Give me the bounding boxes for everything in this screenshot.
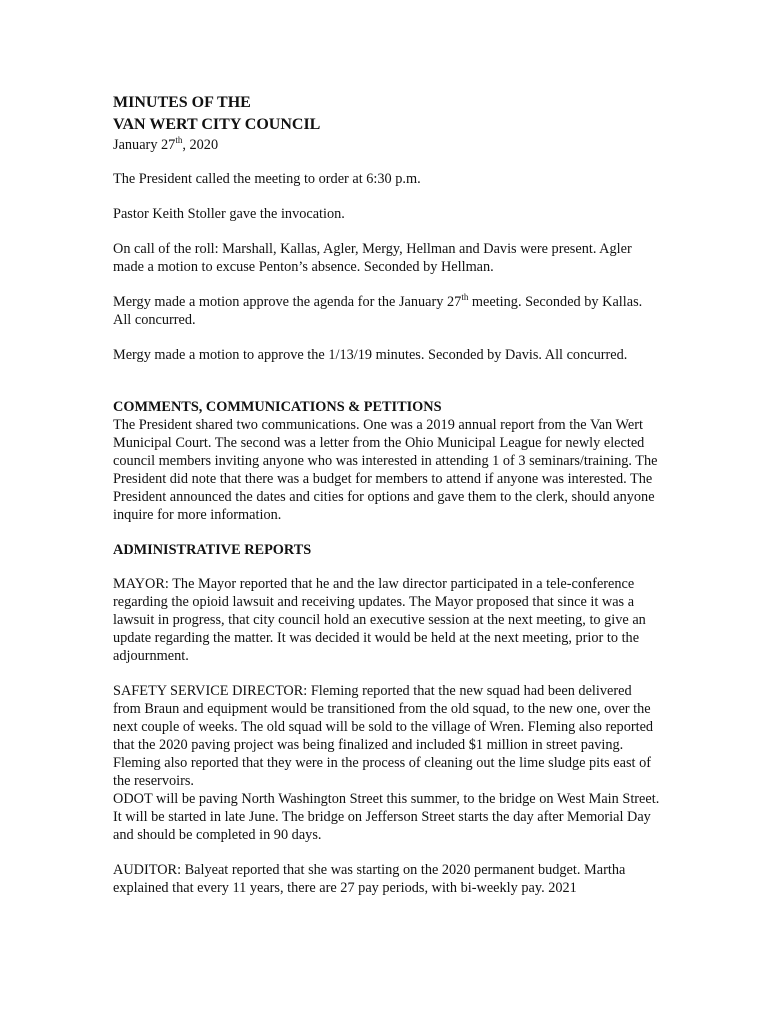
administrative-reports-heading: ADMINISTRATIVE REPORTS [113, 542, 312, 558]
agenda-text: Mergy made a motion approve the agenda for the January 27 [113, 294, 462, 310]
title-line-2: VAN WERT CITY COUNCIL [113, 116, 321, 133]
date-year: , 2020 [182, 137, 219, 153]
agenda-suffix: th [461, 292, 469, 303]
auditor-report-paragraph: AUDITOR: Balyeat reported that she was starting on the 2020 permanent budget. Martha explained that every 11 years, there are 27 pay periods, with bi-weekly pay. 2021 [113, 862, 626, 896]
meeting-date [113, 136, 661, 154]
minutes-motion-paragraph: Mergy made a motion to approve the 1/13/19 minutes. Seconded by Davis. All concurred. [113, 347, 628, 363]
agenda-text-end: meeting. Seconded by Kallas. All concurred. [113, 294, 643, 328]
agenda-motion-paragraph [113, 293, 661, 329]
call-to-order-paragraph: The President called the meeting to order at 6:30 p.m. [113, 171, 421, 187]
safety-director-report-paragraph: SAFETY SERVICE DIRECTOR: Fleming reported that the new squad had been delivered from Braun and equipment would be transitioned from the old squad, to the new one, over the next couple of weeks. The old squad will be sold to the village of Wren. Fleming also reported that the 2020 paving project was being finalized and included $1 million in street paving. Fleming also reported that they were in the process of cleaning out the lime sludge pits east of the reservoirs. [113, 683, 654, 789]
title-line-1: MINUTES OF THE [113, 94, 251, 111]
roll-call-paragraph: On call of the roll: Marshall, Kallas, Agler, Mergy, Hellman and Davis were present. Agler made a motion to excuse Penton’s absence. Seconded by Hellman. [113, 241, 632, 275]
comments-heading: COMMENTS, COMMUNICATIONS & PETITIONS [113, 399, 442, 415]
document-body [113, 92, 661, 914]
date-suffix: th [175, 135, 183, 146]
date-text: January 27 [113, 137, 176, 153]
mayor-report-paragraph: MAYOR: The Mayor reported that he and the law director participated in a tele-conference regarding the opioid lawsuit and receiving updates. The Mayor proposed that since it was a lawsuit in progress, that city council hold an executive session at the next meeting, to give an update regarding the matter. It was decided it would be held at the next meeting, prior to the adjournment. [113, 576, 646, 664]
spacer [113, 381, 661, 398]
invocation-paragraph: Pastor Keith Stoller gave the invocation. [113, 206, 345, 222]
comments-paragraph: The President shared two communications. One was a 2019 annual report from the Van Wert Municipal Court. The second was a letter from the Ohio Municipal League for newly elected council members inviting anyone who was interested in attending 1 of 3 seminars/training. The President did note that there was a budget for members to attend if anyone was interested. The President announced the dates and cities for options and gave them to the clerk, should anyone inquire for more information. [113, 417, 658, 523]
odot-paragraph: ODOT will be paving North Washington Street this summer, to the bridge on West Main Street. It will be started in late June. The bridge on Jefferson Street starts the day after Memorial Day and should be completed in 90 days. [113, 791, 660, 843]
